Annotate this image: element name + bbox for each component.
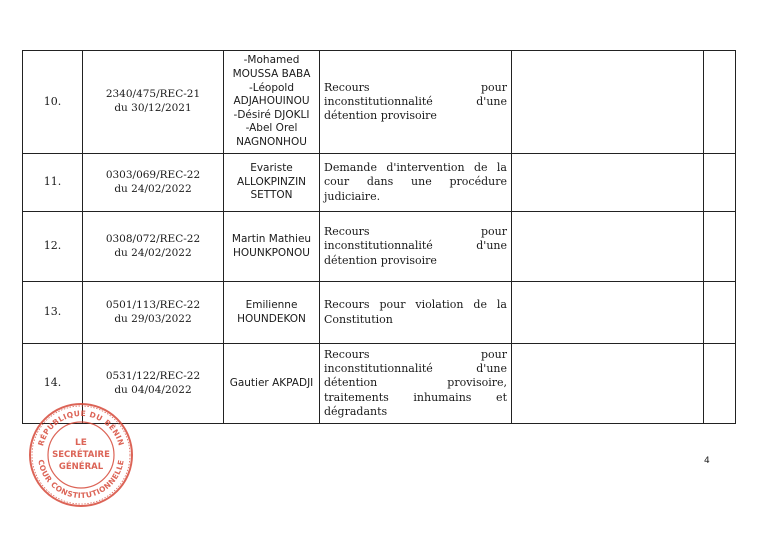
stamp-center-line-2: SECRÉTAIRE (52, 450, 110, 460)
official-stamp (28, 402, 134, 508)
row-number: 13. (23, 282, 83, 344)
party-line: Evariste (250, 162, 293, 175)
reference-line: 2340/475/REC-21 (105, 88, 201, 101)
records-table (22, 50, 736, 424)
empty-cell (512, 282, 704, 344)
parties-cell (224, 344, 320, 424)
reference-line: 0308/072/REC-22 (105, 232, 201, 245)
empty-cell (512, 212, 704, 282)
reference-line: du 24/02/2022 (114, 182, 192, 195)
stamp-text-bottom: COUR CONSTITUTIONNELLE (36, 458, 126, 501)
row-number: 12. (23, 212, 83, 282)
parties-cell (224, 282, 320, 344)
reference-cell (83, 154, 224, 212)
reference-line: 0501/113/REC-22 (105, 298, 201, 311)
empty-cell (512, 51, 704, 154)
reference-line: du 30/12/2021 (114, 102, 192, 114)
stamp-center-line-3: GÉNÉRAL (58, 462, 104, 472)
object-cell: Recours pour violation de la Constitution (320, 282, 512, 344)
party-line: NAGNONHOU (236, 136, 307, 149)
party-line: Emilienne (245, 298, 298, 311)
party-line: ALLOKPINZIN (236, 175, 307, 188)
reference-line: du 04/04/2022 (114, 383, 192, 396)
empty-cell (704, 51, 736, 154)
party-line: -Désiré DJOKLI (233, 108, 310, 121)
records-table-body (23, 51, 736, 424)
object-cell: Recours pour inconstitutionnalité d'une détention provisoire, traitements inhumains et dégradants (320, 344, 512, 424)
row-number: 11. (23, 154, 83, 212)
party-line: HOUNKPONOU (233, 246, 310, 259)
party-line: -Léopold (248, 81, 294, 94)
reference-line: 0531/122/REC-22 (105, 369, 201, 382)
party-line: HOUNDEKON (237, 312, 306, 325)
parties-cell (224, 154, 320, 212)
table-row (23, 154, 736, 212)
row-number: 14. (23, 344, 83, 424)
page-number: 4 (704, 456, 710, 466)
empty-cell (704, 212, 736, 282)
empty-cell (512, 344, 704, 424)
party-line: ADJAHOUINOU (233, 95, 310, 108)
reference-line: du 24/02/2022 (114, 246, 192, 259)
parties-cell (224, 51, 320, 154)
object-cell: Recours pour inconstitutionnalité d'une détention provisoire (320, 51, 512, 154)
party-line: Martin Mathieu (231, 232, 312, 245)
object-cell: Demande d'intervention de la cour dans une procédure judiciaire. (320, 154, 512, 212)
object-cell: Recours pour inconstitutionnalité d'une détention provisoire (320, 212, 512, 282)
stamp-center-line-1: LE (75, 438, 87, 448)
reference-line: 0303/069/REC-22 (105, 168, 201, 181)
reference-cell (83, 212, 224, 282)
row-number: 10. (23, 51, 83, 154)
party-line: MOUSSA BABA (232, 67, 311, 80)
table-row (23, 51, 736, 154)
table-row (23, 212, 736, 282)
empty-cell (704, 154, 736, 212)
empty-cell (704, 282, 736, 344)
party-line: -Abel Orel (245, 122, 298, 135)
reference-cell (83, 282, 224, 344)
stamp-text-top: RÉPUBLIQUE DU BÉNIN (36, 408, 126, 447)
party-line: Gautier AKPADJI (229, 376, 314, 389)
table-row (23, 282, 736, 344)
empty-cell (512, 154, 704, 212)
parties-cell (224, 212, 320, 282)
reference-cell (83, 51, 224, 154)
party-line: -Mohamed (243, 54, 300, 67)
empty-cell (704, 344, 736, 424)
reference-line: du 29/03/2022 (114, 312, 192, 325)
party-line: SETTON (250, 189, 293, 202)
